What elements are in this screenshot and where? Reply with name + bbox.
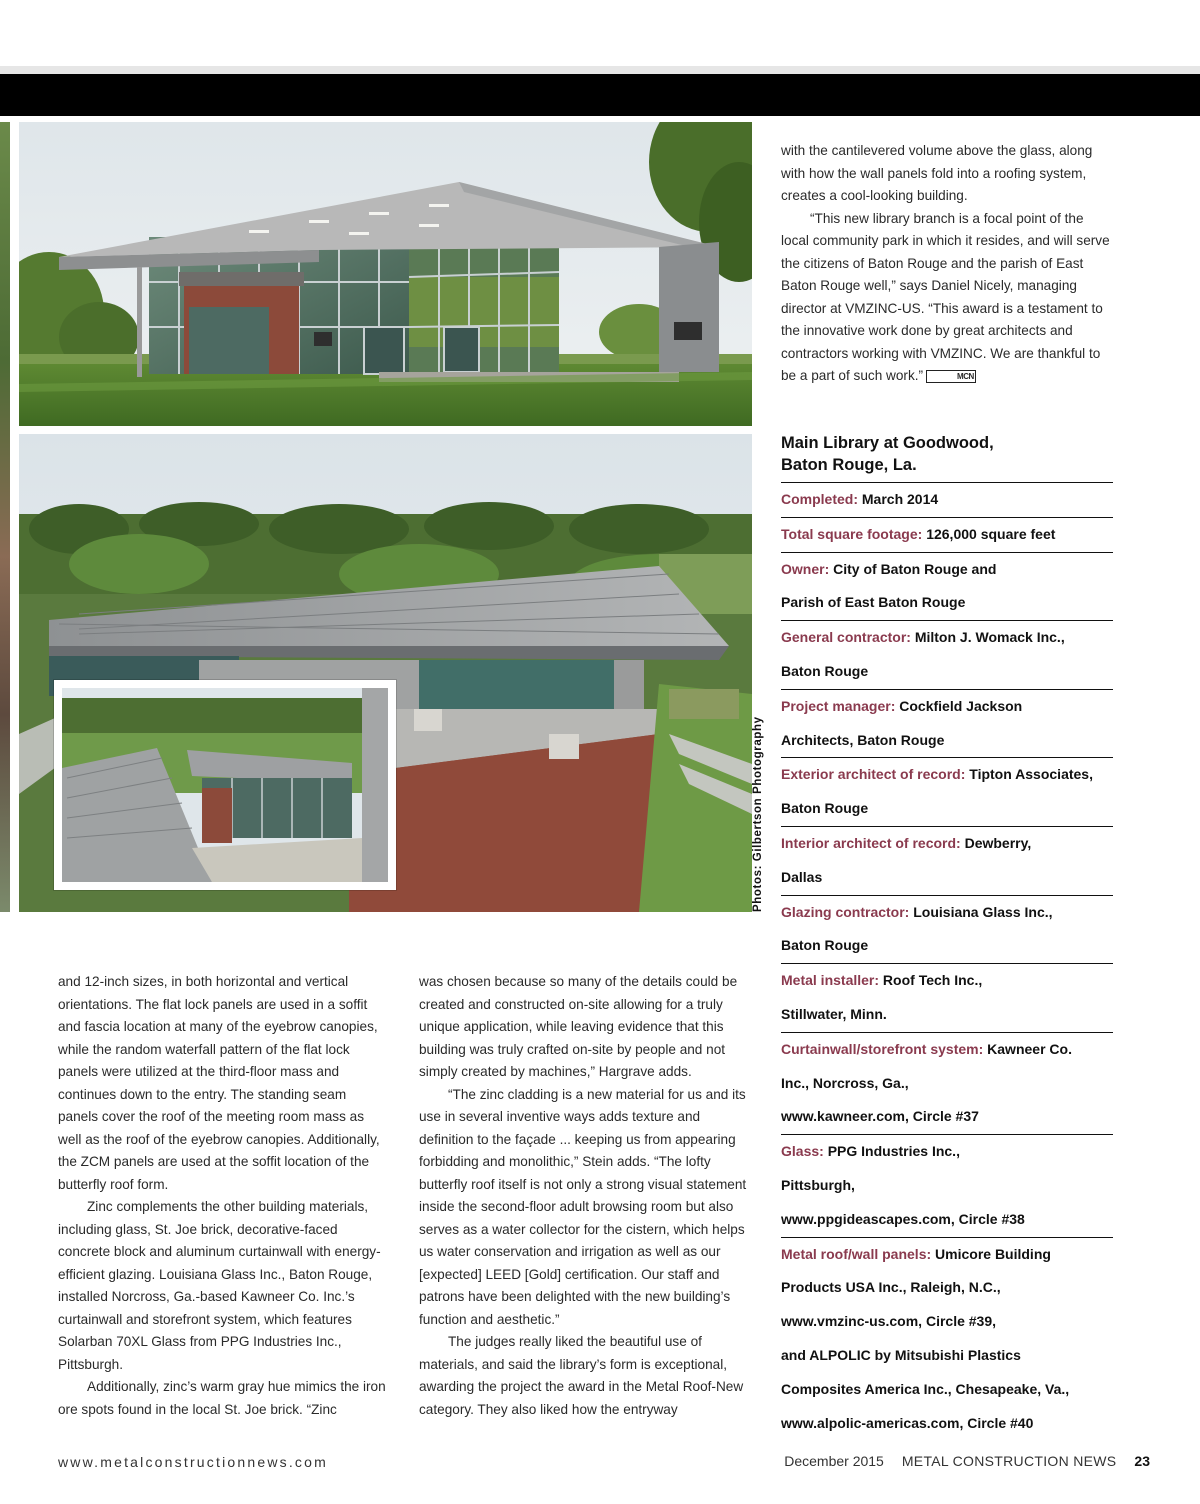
sidebar-entry-line — [781, 655, 1113, 689]
sidebar-entry-label: Owner: — [781, 560, 830, 577]
sidebar-entry-line — [781, 758, 1113, 792]
sidebar-entry-label: Glazing contractor: — [781, 903, 910, 920]
sidebar-entry-line — [781, 1203, 1113, 1237]
sidebar-entry — [781, 690, 1113, 759]
sidebar-entry-line — [781, 861, 1113, 895]
article-column-left — [58, 971, 388, 1421]
sidebar-entry — [781, 483, 1113, 518]
sidebar-entry-value: and ALPOLIC by Mitsubishi Plastics — [781, 1346, 1021, 1363]
sidebar-entry-value: www.alpolic-americas.com, Circle #40 — [781, 1414, 1034, 1431]
paragraph: was chosen because so many of the details could be created and constructed on-site allowing for a truly unique application, while leaving evidence that this building was truly crafted on-site by people and not simply created by machines,” Hargrave adds. — [419, 974, 738, 1079]
sidebar-entry-value: Parish of East Baton Rouge — [781, 594, 966, 611]
sidebar-entry — [781, 1238, 1113, 1441]
sidebar-entry-value: Milton J. Womack Inc., — [914, 629, 1065, 646]
sidebar-entry-value: Composites America Inc., Chesapeake, Va., — [781, 1380, 1070, 1397]
sidebar-entry-value: Products USA Inc., Raleigh, N.C., — [781, 1279, 1001, 1296]
sidebar-entry-line — [781, 1169, 1113, 1203]
sidebar-entry-label: General contractor: — [781, 629, 911, 646]
project-info-sidebar — [781, 432, 1113, 1440]
sidebar-entry-value: March 2014 — [861, 491, 939, 507]
sidebar-title — [781, 432, 1113, 483]
sidebar-title-line: Baton Rouge, La. — [781, 456, 917, 474]
top-band — [0, 66, 1200, 74]
sidebar-entry-value: Tipton Associates, — [969, 766, 1093, 783]
sidebar-entry-label: Completed: — [781, 491, 858, 507]
sidebar-entry-label: Interior architect of record: — [781, 834, 961, 851]
sidebar-entry-line — [781, 1238, 1113, 1272]
sidebar-entry-value: Dallas — [781, 868, 823, 885]
paragraph — [781, 208, 1111, 388]
sidebar-entry-line — [781, 1339, 1113, 1373]
sidebar-entry-line — [781, 518, 1113, 552]
sidebar-entry — [781, 1135, 1113, 1237]
sidebar-entry-label: Metal roof/wall panels: — [781, 1245, 932, 1262]
sidebar-entry-value: www.vmzinc-us.com, Circle #39, — [781, 1313, 997, 1330]
footer-date: December 2015 — [784, 1453, 884, 1469]
inset-entry-photo — [54, 680, 396, 890]
footer-publication: METAL CONSTRUCTION NEWS — [901, 1453, 1117, 1469]
sidebar-entry-label: Project manager: — [781, 697, 896, 714]
sidebar-entry-label: Metal installer: — [781, 972, 880, 989]
sidebar-entry-line — [781, 792, 1113, 826]
sidebar-entry-label: Exterior architect of record: — [781, 766, 966, 783]
sidebar-entry-line — [781, 1067, 1113, 1101]
article-continuation-right — [781, 140, 1111, 388]
sidebar-entry-value: Louisiana Glass Inc., — [913, 903, 1053, 920]
paragraph: “The zinc cladding is a new material for us and its use in several inventive ways adds texture and definition to the façade ... keeping us from appearing forbidding and monolithic,” Stein adds. “The lofty butterfly roof itself is not only a strong visual statement inside the second-floor adult browsing room but also serves as a water collector for the cistern, which helps us water conservation and irrigation as well as our [expected] LEED [Gold] certification. Our staff and patrons have been delighted with the new building’s function and aesthetic.” — [419, 1086, 747, 1327]
sidebar-entry-label: Curtainwall/storefront system: — [781, 1040, 984, 1057]
sidebar-entry-value: Baton Rouge — [781, 937, 869, 954]
sidebar-entry — [781, 621, 1113, 690]
sidebar-entry-value: Architects, Baton Rouge — [781, 731, 945, 748]
sidebar-entry — [781, 518, 1113, 553]
header-bar — [0, 74, 1200, 116]
sidebar-entry-value: Pittsburgh, — [781, 1176, 855, 1193]
sidebar-entry-line — [781, 1135, 1113, 1169]
sidebar-entry-line — [781, 929, 1113, 963]
mcn-end-mark: MCN — [926, 370, 976, 383]
top-margin — [0, 0, 1200, 66]
sidebar-entry — [781, 827, 1113, 896]
sidebar-entry-line — [781, 964, 1113, 998]
sidebar-entries — [781, 483, 1113, 1440]
sidebar-title-line: Main Library at Goodwood, — [781, 434, 994, 452]
sidebar-entry-value: City of Baton Rouge and — [833, 560, 997, 577]
sidebar-entry-value: Baton Rouge — [781, 662, 869, 679]
sidebar-entry-line — [781, 1033, 1113, 1067]
sidebar-entry-line — [781, 1407, 1113, 1441]
sidebar-entry-line — [781, 1305, 1113, 1339]
sidebar-entry-line — [781, 998, 1113, 1032]
sidebar-entry-value: Umicore Building — [935, 1245, 1051, 1262]
quote-text: “This new library branch is a focal point of the local community park in which it resides, and will serve the citizens of Baton Rouge and the parish of East Baton Rouge well,” says Daniel Nicely, managing director at VMZINC-US. “This award is a testament to the innovative work done by great architects and contractors working with VMZINC. We are thankful to be a part of such work.” — [781, 210, 1110, 383]
sidebar-entry-line — [781, 553, 1113, 587]
sidebar-entry-value: 126,000 square feet — [926, 525, 1056, 542]
sidebar-entry-line — [781, 827, 1113, 861]
sidebar-entry-value: Cockfield Jackson — [899, 697, 1023, 714]
sidebar-entry — [781, 758, 1113, 827]
paragraph: Zinc complements the other building materials, including glass, St. Joe brick, decorative-faced concrete block and aluminum curtainwall with energy-efficient glazing. Louisiana Glass Inc., Baton Rouge, installed Norcross, Ga.-based Kawneer Co. Inc.’s curtainwall and storefront system, which features Solarban 70XL Glass from PPG Industries Inc., Pittsburgh. — [58, 1199, 381, 1372]
footer-folio — [784, 1453, 1150, 1469]
sidebar-entry — [781, 896, 1113, 965]
sidebar-entry-line — [781, 1373, 1113, 1407]
sidebar-entry-line — [781, 690, 1113, 724]
sidebar-entry-value: Dewberry, — [964, 834, 1032, 851]
sidebar-entry-value: Roof Tech Inc., — [882, 972, 983, 989]
sidebar-entry-value: www.kawneer.com, Circle #37 — [781, 1108, 979, 1125]
sidebar-entry-line — [781, 1271, 1113, 1305]
sidebar-entry-value: Stillwater, Minn. — [781, 1005, 887, 1022]
paragraph: and 12-inch sizes, in both horizontal and vertical orientations. The flat lock panels are used in a soffit and fascia location at many of the eyebrow canopies, while the random waterfall pattern of the flat lock panels were utilized at the third-floor mass and continues down to the entry. The standing seam panels cover the roof of the meeting room mass as well as the roof of the eyebrow canopies. Additionally, the ZCM panels are used at the soffit location of the butterfly roof form. — [58, 974, 380, 1192]
sidebar-entry-line — [781, 586, 1113, 620]
footer-website: www.metalconstructionnews.com — [58, 1454, 328, 1470]
sidebar-entry-label: Total square footage: — [781, 525, 923, 542]
paragraph: with the cantilevered volume above the glass, along with how the wall panels fold into a roofing system, creates a cool-looking building. — [781, 143, 1093, 203]
library-exterior-photo — [19, 122, 752, 426]
sidebar-entry-value: Baton Rouge — [781, 800, 869, 817]
paragraph: Additionally, zinc’s warm gray hue mimics the iron ore spots found in the local St. Joe brick. “Zinc — [58, 1379, 386, 1417]
sidebar-entry-value: Inc., Norcross, Ga., — [781, 1074, 909, 1091]
sidebar-entry — [781, 964, 1113, 1033]
sidebar-entry-line — [781, 483, 1113, 517]
paragraph: The judges really liked the beautiful use of materials, and said the library’s form is exceptional, awarding the project the award in the Metal Roof-New category. They also liked how the entryway — [419, 1334, 744, 1417]
photo-credit: Photos: Gilbertson Photography — [752, 716, 764, 912]
sidebar-entry — [781, 1033, 1113, 1135]
page-number: 23 — [1134, 1453, 1150, 1469]
sidebar-entry-value: www.ppgideascapes.com, Circle #38 — [781, 1210, 1025, 1227]
sidebar-entry-label: Glass: — [781, 1143, 824, 1160]
sidebar-entry-line — [781, 724, 1113, 758]
sidebar-entry-value: PPG Industries Inc., — [827, 1143, 960, 1160]
sidebar-entry-value: Kawneer Co. — [987, 1040, 1072, 1057]
sidebar-entry-line — [781, 896, 1113, 930]
sidebar-entry — [781, 553, 1113, 622]
article-column-middle — [419, 971, 749, 1421]
sidebar-entry-line — [781, 621, 1113, 655]
sidebar-entry-line — [781, 1100, 1113, 1134]
previous-page-photo-edge — [0, 122, 10, 912]
